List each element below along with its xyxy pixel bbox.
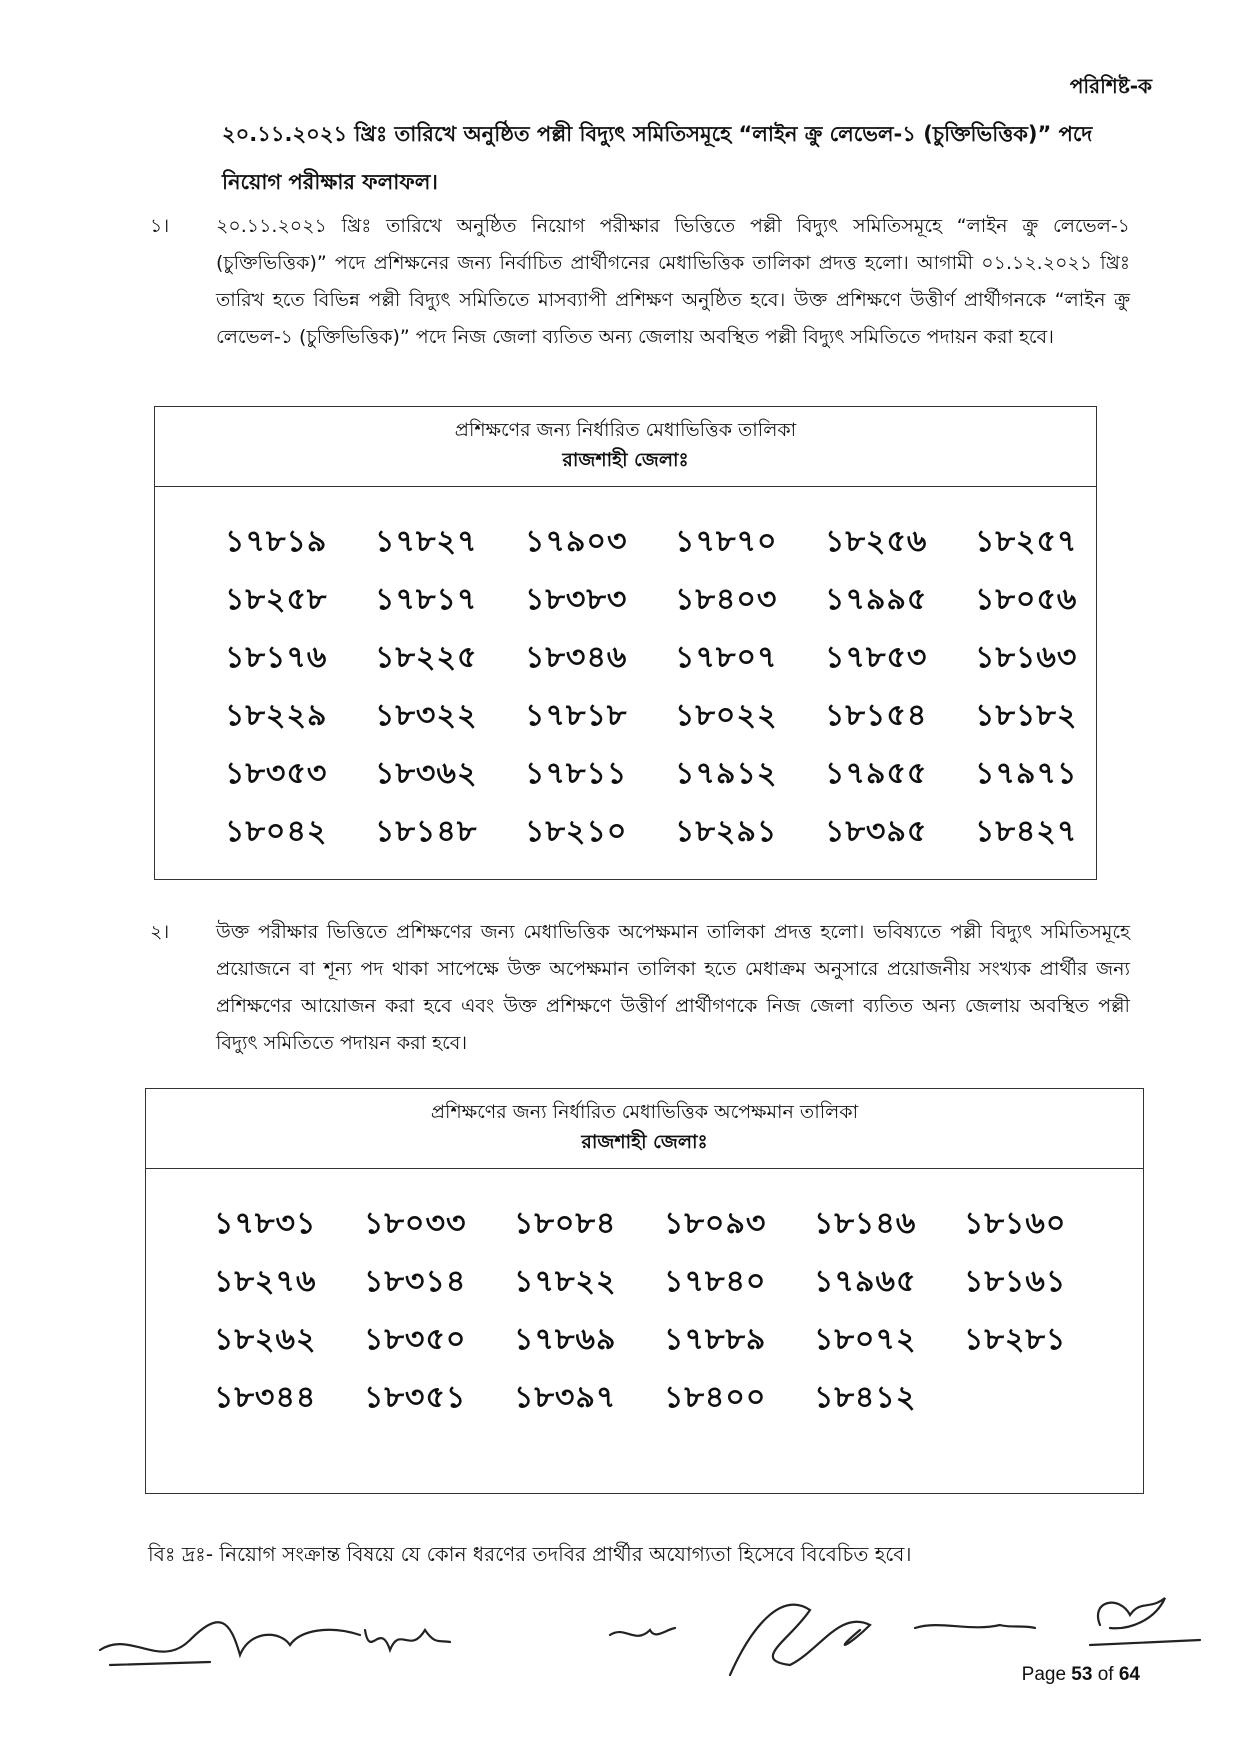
note-text: বিঃ দ্রঃ- নিয়োগ সংক্রান্ত বিষয়ে যে কোন ধরণের তদবির প্রার্থীর অযোগ্যতা হিসেবে বিবেচিত হবে। [148,1542,912,1566]
waiting-roll-number: ১৮৩১৪ [364,1264,467,1299]
merit-list-district: রাজশাহী জেলাঃ [562,449,689,471]
merit-roll-number: ১৭৯৫৫ [825,756,928,791]
merit-roll-number: ১৮০৪২ [225,814,328,849]
merit-roll-number: ১৮৪০৩ [675,582,778,617]
waiting-list-title: প্রশিক্ষণের জন্য নির্ধারিত মেধাভিত্তিক অপেক্ষমান তালিকা [430,1101,859,1123]
waiting-roll-number: ১৮১৬১ [964,1264,1067,1299]
section-1-text: ২০.১১.২০২১ খ্রিঃ তারিখে অনুষ্ঠিত নিয়োগ পরীক্ষার ভিত্তিতে পল্লী বিদ্যুৎ সমিতিসমূহে “লাইন ক্রু লেভেল-১ (চুক্তিভিত্তিক)” পদে প্রশিক্ষনের জন্য নির্বাচিত প্রার্থীগনের মেধাভিত্তিক তালিকা প্রদত্ত হলো। আগামী ০১.১২.২০২১ খ্রিঃ তারিখ হতে বিভিন্ন পল্লী বিদ্যুৎ সমিতিতে মাসব্যাপী প্রশিক্ষণ অনুষ্ঠিত হবে। উক্ত প্রশিক্ষণে উত্তীর্ণ প্রার্থীগনকে “লাইন ক্রু লেভেল-১ (চুক্তিভিত্তিক)” পদে নিজ জেলা ব্যতিত অন্য জেলায় অবস্থিত পল্লী বিদ্যুৎ সমিতিতে পদায়ন করা হবে। [216,215,1130,348]
waiting-list-district: রাজশাহী জেলাঃ [581,1131,708,1153]
merit-roll-number: ১৭৮৫৩ [825,640,928,675]
merit-roll-number: ১৭৯১২ [675,756,778,791]
merit-roll-number: ১৮৩৬২ [375,756,478,791]
section-2-text: উক্ত পরীক্ষার ভিত্তিতে প্রশিক্ষণের জন্য মেধাভিত্তিক অপেক্ষমান তালিকা প্রদত্ত হলো। ভবিষ্যতে পল্লী বিদ্যুৎ সমিতিসমূহে প্রয়োজনে বা শূন্য পদ থাকা সাপেক্ষে উক্ত অপেক্ষমান তালিকা হতে মেধাক্রম অনুসারে প্রয়োজনীয় সংখ্যক প্রার্থীর জন্য প্রশিক্ষণের আয়োজন করা হবে এবং উক্ত প্রশিক্ষণে উত্তীর্ণ প্রার্থীগণকে নিজ জেলা ব্যতিত অন্য জেলায় অবস্থিত পল্লী বিদ্যুৎ সমিতিতে পদায়ন করা হবে। [216,921,1130,1054]
section-1-number: ১। [150,215,170,237]
merit-list-box [154,406,1097,880]
merit-roll-number: ১৮১৪৮ [375,814,478,849]
merit-roll-number: ১৮২১০ [525,814,628,849]
annex-label: পরিশিষ্ট-ক [1069,74,1152,98]
merit-roll-number: ১৮৩২২ [375,698,478,733]
page-label: Page [1021,1664,1067,1685]
waiting-roll-number: ১৮৩৫০ [364,1322,467,1357]
merit-roll-number: ১৮০৫৬ [975,582,1078,617]
merit-roll-number: ১৮৪২৭ [975,814,1078,849]
merit-list-title: প্রশিক্ষণের জন্য নির্ধারিত মেধাভিত্তিক তালিকা [454,419,797,441]
merit-roll-number: ১৮১৫৪ [825,698,928,733]
waiting-roll-number: ১৭৮৪০ [664,1264,767,1299]
page-current: 53 [1071,1664,1093,1685]
merit-roll-number: ১৭৮১৭ [375,582,478,617]
merit-roll-number: ১৮৩৯৫ [825,814,928,849]
waiting-list-header [146,1089,1143,1169]
merit-roll-number: ১৭৮১১ [525,756,628,791]
waiting-roll-number: ১৮২৭৬ [214,1264,317,1299]
merit-roll-number: ১৮৩৮৩ [525,582,628,617]
page-of: of [1097,1664,1114,1685]
section-2-number: ২। [150,921,170,943]
waiting-roll-number: ১৮১৪৬ [814,1206,917,1241]
merit-roll-number: ১৮১৭৬ [225,640,328,675]
merit-roll-number: ১৮২৫৬ [825,524,928,559]
merit-roll-number: ১৭৮১৮ [525,698,628,733]
merit-roll-number: ১৮৩৪৬ [525,640,628,675]
merit-list-header [155,407,1096,487]
merit-roll-number: ১৭৮২৭ [375,524,478,559]
waiting-roll-number: ১৮৪১২ [814,1380,917,1415]
document-heading: ২০.১১.২০২১ খ্রিঃ তারিখে অনুষ্ঠিত পল্লী বিদ্যুৎ সমিতিসমূহে “লাইন ক্রু লেভেল-১ (চুক্তিভিত্তিক)” পদে নিয়োগ পরীক্ষার ফলাফল। [222,122,1093,194]
waiting-roll-number: ১৮৩৫১ [364,1380,467,1415]
merit-roll-number: ১৭৮৭০ [675,524,778,559]
waiting-roll-number: ১৮৩৯৭ [514,1380,617,1415]
page-total: 64 [1118,1664,1140,1685]
waiting-list-box [145,1088,1144,1494]
merit-roll-number: ১৭৯৯৫ [825,582,928,617]
waiting-roll-number: ১৮২৮১ [964,1322,1067,1357]
waiting-roll-number: ১৭৮৩১ [214,1206,317,1241]
waiting-roll-number: ১৮০৮৪ [514,1206,617,1241]
waiting-roll-number: ১৮১৬০ [964,1206,1067,1241]
waiting-roll-number: ১৭৮৮৯ [664,1322,767,1357]
merit-roll-number: ১৮২৫৮ [225,582,328,617]
waiting-roll-number: ১৮৩৪৪ [214,1380,317,1415]
merit-roll-number: ১৮২২৫ [375,640,478,675]
waiting-roll-number: ১৮০৭২ [814,1322,917,1357]
merit-roll-number: ১৭৯৭১ [975,756,1078,791]
waiting-roll-number: ১৮০৯৩ [664,1206,767,1241]
merit-roll-number: ১৮২৯১ [675,814,778,849]
waiting-roll-grid [214,1199,1143,1431]
waiting-roll-number: ১৭৮২২ [514,1264,617,1299]
merit-roll-number: ১৮২২৯ [225,698,328,733]
merit-roll-grid [225,517,1096,865]
merit-roll-number: ১৭৮১৯ [225,524,328,559]
section-2 [150,914,1130,1062]
waiting-roll-number: ১৭৯৬৫ [814,1264,917,1299]
merit-roll-number: ১৮১৮২ [975,698,1078,733]
merit-roll-number: ১৮১৬৩ [975,640,1078,675]
merit-roll-number: ১৭৮০৭ [675,640,778,675]
waiting-roll-number: ১৮০৩৩ [364,1206,467,1241]
waiting-roll-number: ১৮৪০০ [664,1380,767,1415]
section-1 [150,208,1130,356]
merit-roll-number: ১৮০২২ [675,698,778,733]
merit-roll-number: ১৭৯০৩ [525,524,628,559]
merit-roll-number: ১৮২৫৭ [975,524,1078,559]
merit-roll-number: ১৮৩৫৩ [225,756,328,791]
waiting-roll-number: ১৭৮৬৯ [514,1322,617,1357]
page-number [1022,1664,1140,1686]
waiting-roll-number: ১৮২৬২ [214,1322,317,1357]
